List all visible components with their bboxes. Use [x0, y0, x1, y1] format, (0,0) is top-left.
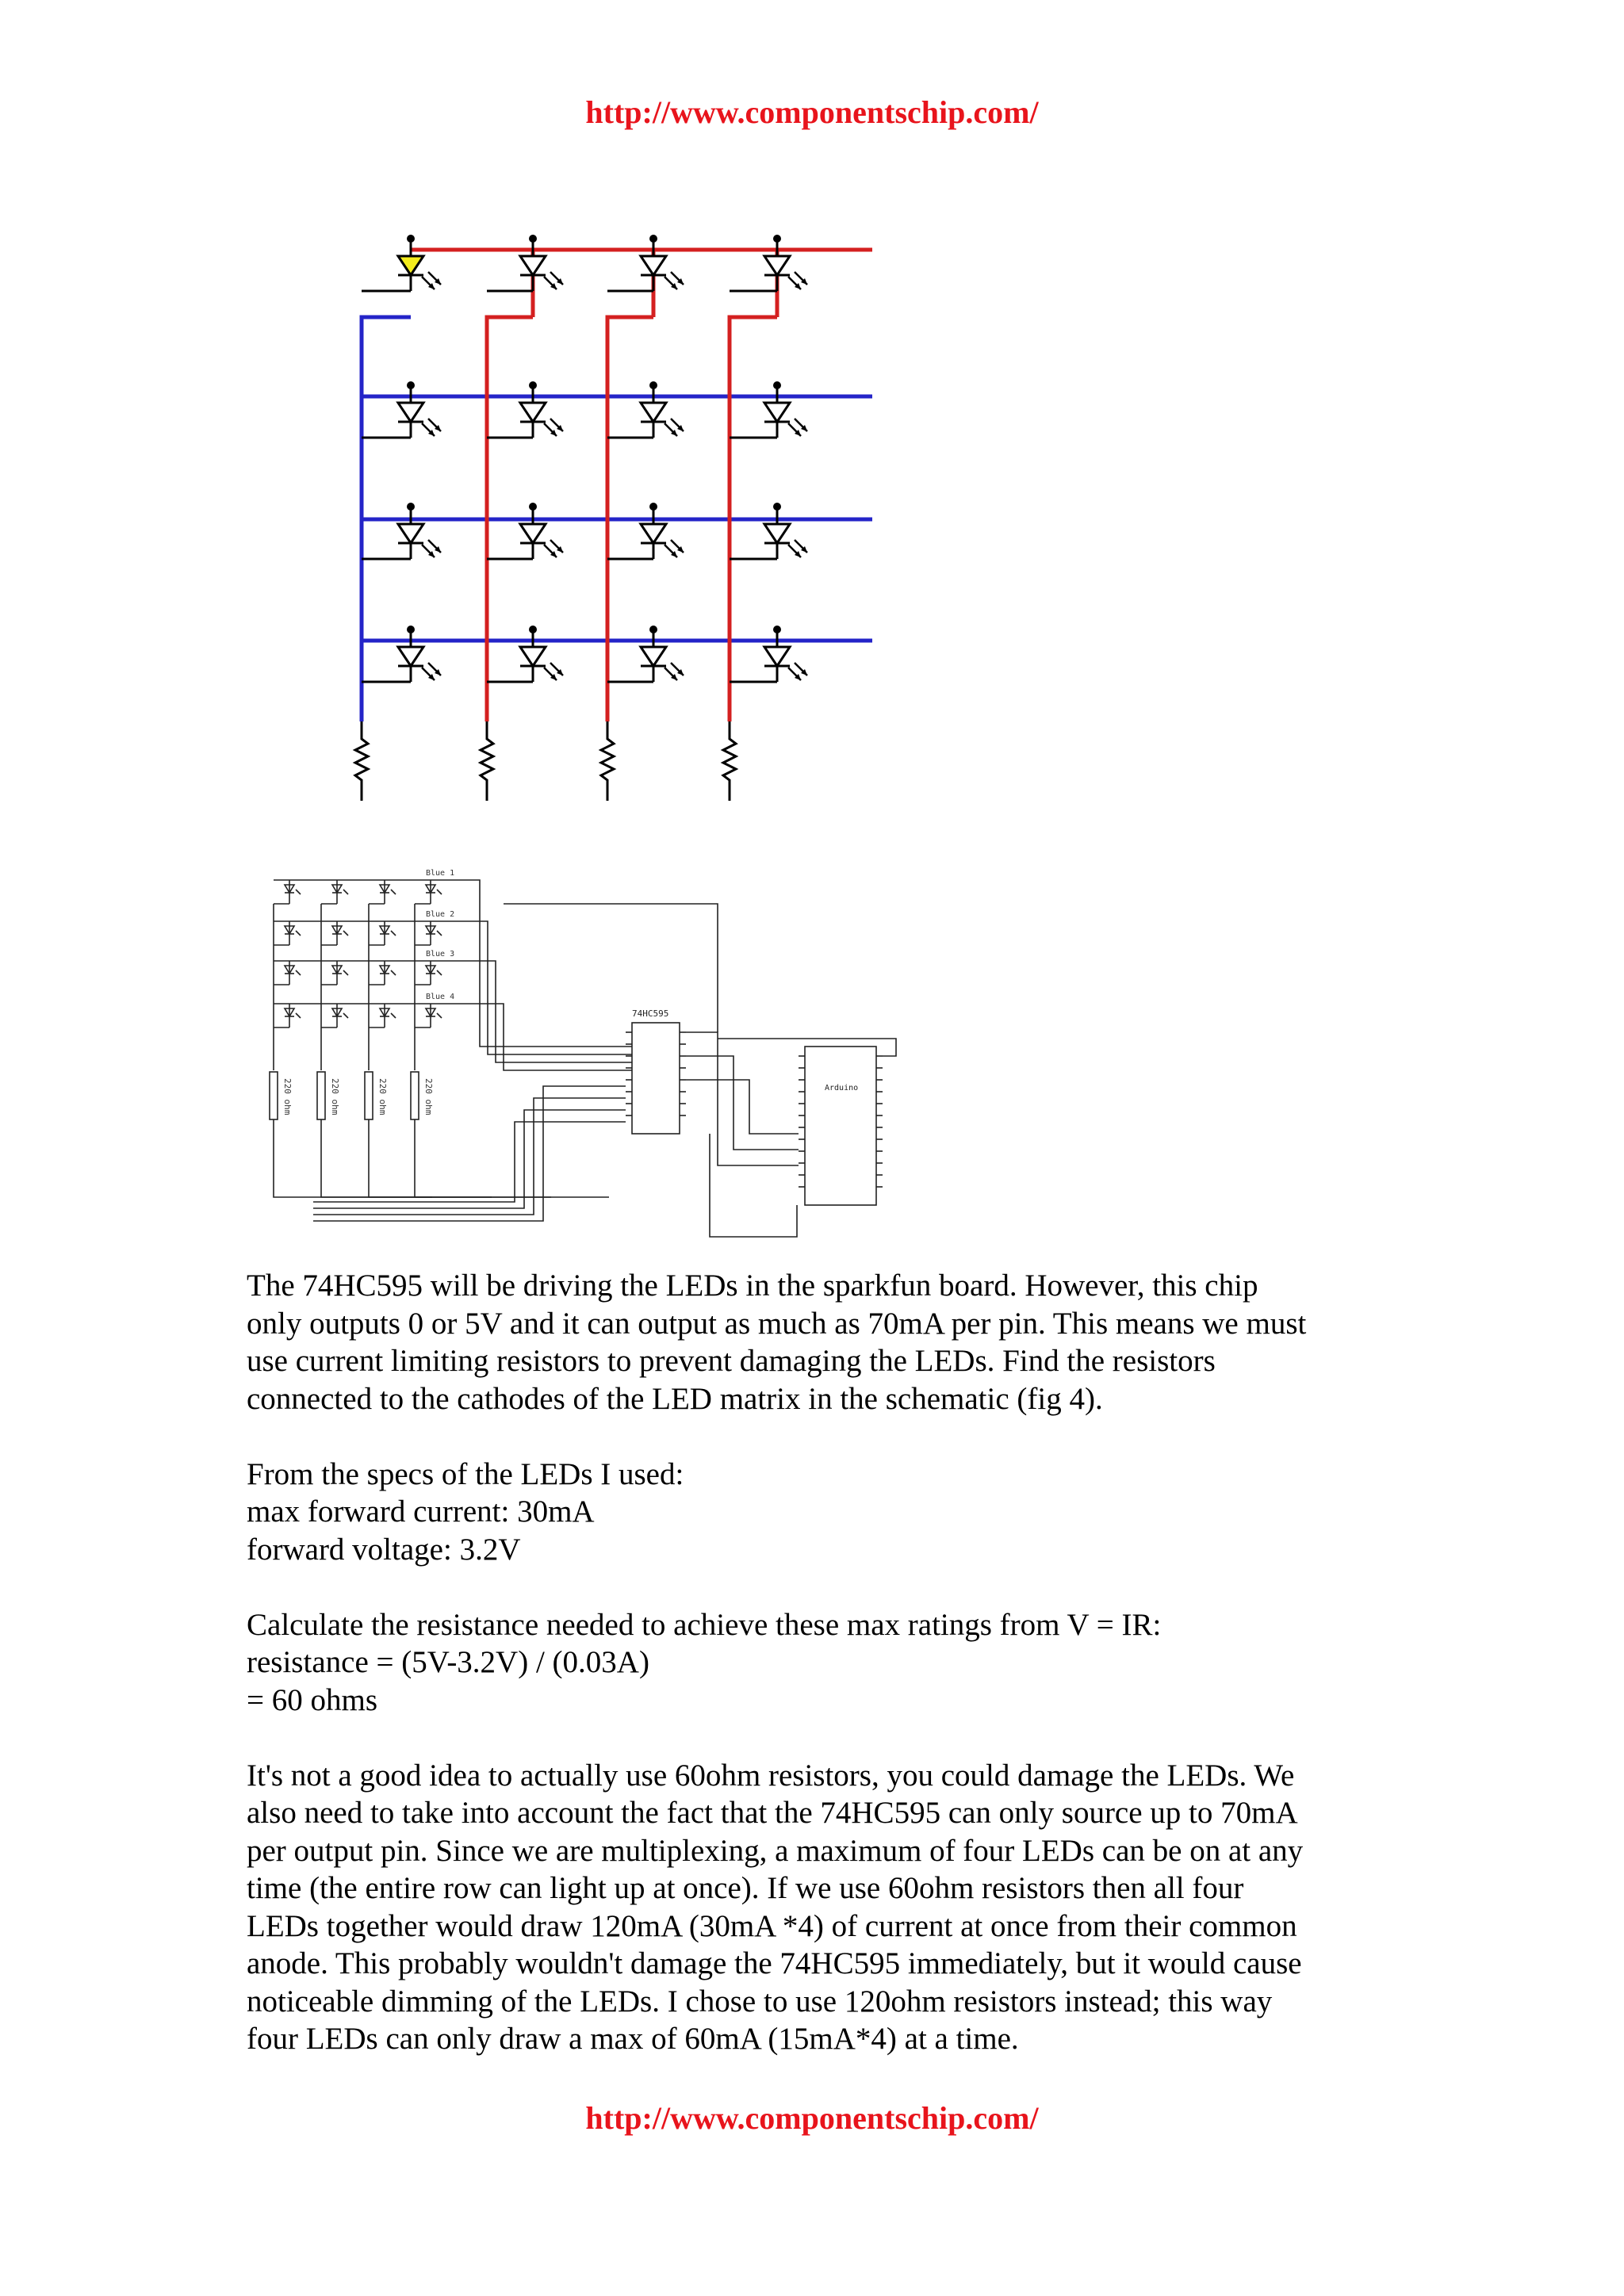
led-icon — [487, 381, 563, 438]
text-line: max forward current: 30mA — [247, 1494, 595, 1529]
wire — [274, 1119, 432, 1197]
led-icon — [274, 880, 301, 904]
text-line: It's not a good idea to actually use 60ohm resistors, you could damage the LEDs. We — [247, 1758, 1295, 1793]
text-line: anode. This probably wouldn't damage the 74HC595 immediately, but it would cause — [247, 1946, 1302, 1980]
resistor-icon — [411, 1072, 419, 1119]
text-line: four LEDs can only draw a max of 60mA (15mA*4) at a time. — [247, 2022, 1019, 2056]
led-icon — [274, 1004, 301, 1027]
text-line: LEDs together would draw 120mA (30mA *4) of current at once from their common — [247, 1908, 1297, 1943]
resistor-icon — [601, 721, 614, 801]
led-matrix-figure — [333, 222, 888, 840]
led-icon — [362, 381, 441, 438]
resistor-icon — [270, 1072, 278, 1119]
text-line: noticeable dimming of the LEDs. I chose to use 120ohm resistors instead; this way — [247, 1984, 1273, 2019]
anode-label: Blue 2 — [426, 910, 455, 919]
resistors — [355, 721, 736, 801]
led-icon — [362, 626, 441, 682]
text-line: From the specs of the LEDs I used: — [247, 1456, 684, 1491]
chip-74hc595 — [626, 1008, 686, 1134]
paragraph — [247, 1456, 1396, 1569]
wire — [718, 1039, 896, 1056]
led-icon — [487, 626, 563, 682]
arduino-board — [799, 1047, 883, 1205]
led-schematic-figure — [242, 848, 908, 1245]
arduino-label: Arduino — [825, 1084, 859, 1093]
resistor-label: 220 ohm — [423, 1078, 434, 1115]
led-icon — [415, 921, 442, 945]
text-line: use current limiting resistors to prevent damaging the LEDs. Find the resistors — [247, 1344, 1216, 1378]
resistor-label: 220 ohm — [282, 1078, 293, 1115]
led-icon — [369, 1004, 396, 1027]
led-icon — [274, 961, 301, 985]
resistor-label: 220 ohm — [377, 1078, 388, 1115]
wire — [456, 880, 632, 1047]
resistor-label: 220 ohm — [330, 1078, 340, 1115]
text-line: Calculate the resistance needed to achieve these max ratings from V = IR: — [247, 1607, 1162, 1642]
paragraph — [247, 1606, 1396, 1720]
text-line: The 74HC595 will be driving the LEDs in the sparkfun board. However, this chip — [247, 1269, 1258, 1303]
led-icon — [321, 1004, 348, 1027]
led-icon — [607, 235, 684, 291]
text-line: also need to take into account the fact that the 74HC595 can only source up to 70mA — [247, 1796, 1298, 1830]
header-url-link[interactable]: http://www.componentschip.com/ — [585, 94, 1039, 130]
anode-label: Blue 4 — [426, 993, 455, 1001]
wire — [456, 961, 632, 1062]
text-line: connected to the cathodes of the LED matrix in the schematic (fig 4). — [247, 1381, 1103, 1416]
led-icon — [369, 961, 396, 985]
led-icon — [487, 503, 563, 559]
wire — [313, 1086, 626, 1221]
led-icon — [607, 503, 684, 559]
text-line: only outputs 0 or 5V and it can output as much as 70mA per pin. This means we must — [247, 1306, 1307, 1341]
wire — [456, 1004, 632, 1070]
text-line: time (the entire row can light up at once). If we use 60ohm resistors then all four — [247, 1871, 1244, 1905]
led-icon — [321, 921, 348, 945]
paragraph — [247, 1267, 1396, 1418]
led-icon — [730, 235, 807, 291]
wire — [686, 1032, 799, 1165]
led-icon — [487, 235, 563, 291]
leds — [362, 235, 807, 682]
led-icon — [730, 381, 807, 438]
wire — [313, 1122, 626, 1202]
text-line: per output pin. Since we are multiplexing, a maximum of four LEDs can be on at any — [247, 1833, 1304, 1868]
wire — [313, 1110, 626, 1208]
led-icon — [369, 880, 396, 904]
led-icon — [730, 626, 807, 682]
resistor-icon — [365, 1072, 373, 1119]
paragraph — [247, 1757, 1396, 2058]
led-icon — [321, 880, 348, 904]
wire — [686, 1056, 799, 1150]
led-icon — [607, 626, 684, 682]
wire — [415, 1119, 609, 1197]
led-icon — [362, 235, 441, 291]
led-icon — [362, 503, 441, 559]
body-text — [247, 1267, 1396, 2095]
led-icon — [415, 1004, 442, 1027]
resistor-icon — [355, 721, 368, 801]
led-icon — [730, 503, 807, 559]
resistor-icon — [723, 721, 736, 801]
wires — [362, 250, 872, 721]
wire — [321, 1119, 492, 1197]
text-line: resistance = (5V-3.2V) / (0.03A) — [247, 1645, 649, 1679]
led-icon — [415, 961, 442, 985]
text-line: = 60 ohms — [247, 1682, 378, 1717]
anode-label: Blue 3 — [426, 950, 455, 959]
resistor-icon — [481, 721, 493, 801]
chip-label: 74HC595 — [632, 1008, 669, 1019]
led-icon — [321, 961, 348, 985]
wire — [456, 921, 632, 1054]
led-icon — [415, 880, 442, 904]
led-icon — [607, 381, 684, 438]
text-line: forward voltage: 3.2V — [247, 1532, 521, 1567]
wire — [686, 1080, 799, 1134]
led-icon — [369, 921, 396, 945]
led-icon — [274, 921, 301, 945]
anode-label: Blue 1 — [426, 869, 455, 878]
wire — [504, 904, 718, 1032]
footer-url-link[interactable]: http://www.componentschip.com/ — [585, 2100, 1039, 2136]
resistor-icon — [317, 1072, 325, 1119]
schematic-matrix — [270, 880, 609, 1197]
